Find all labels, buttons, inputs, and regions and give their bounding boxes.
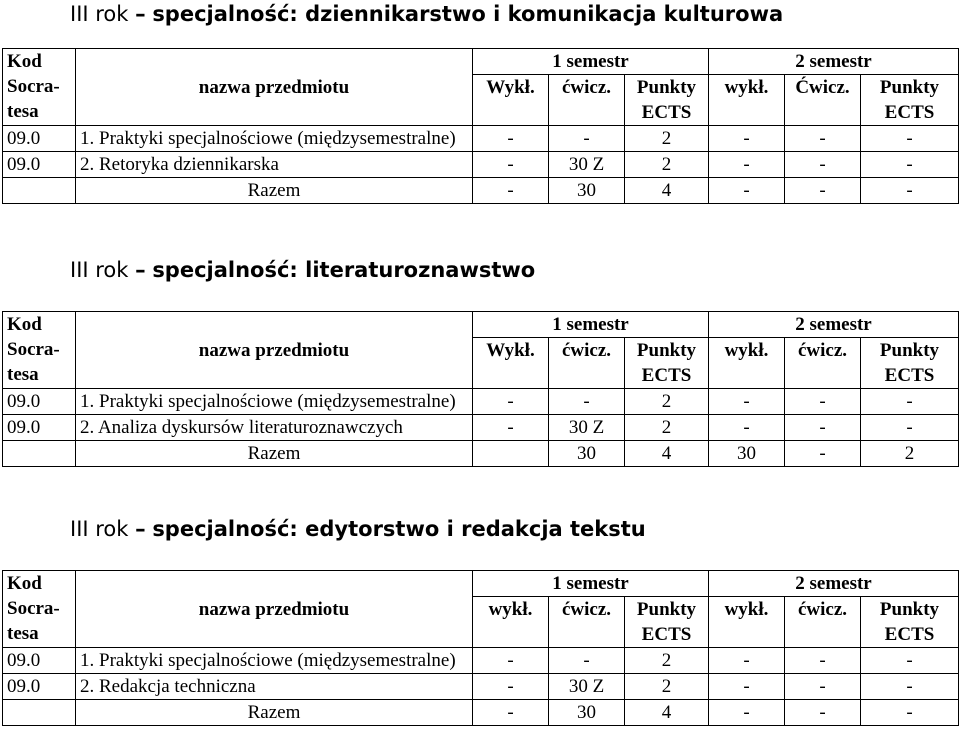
specialization-title: specjalność: dziennikarstwo i komunikacja kulturowa [152,2,784,26]
kod-cell: 09.0 [3,152,76,178]
table-row [3,415,959,441]
col-header: wykł. [709,338,785,389]
value-cell: - [473,674,549,700]
header-row [3,571,959,597]
header-row [3,49,959,75]
value-cell: 2 [625,648,709,674]
total-value: - [709,178,785,204]
col-header: Punkty ECTS [861,75,959,126]
empty-cell [3,441,76,467]
kod-cell: 09.0 [3,648,76,674]
kod-cell: 09.0 [3,674,76,700]
total-row [3,700,959,726]
value-cell: - [549,126,625,152]
value-cell: - [709,415,785,441]
col-header: Punkty ECTS [861,338,959,389]
col-header: ćwicz. [785,597,861,648]
semester2-header: 2 semestr [709,312,959,338]
total-value: 30 [709,441,785,467]
value-cell: - [709,674,785,700]
col-header: Punkty ECTS [625,338,709,389]
nazwa-header: nazwa przedmiotu [76,312,473,389]
total-label: Razem [76,178,473,204]
kod-cell: 09.0 [3,415,76,441]
year-label: III rok [70,258,129,282]
col-header: Punkty ECTS [625,597,709,648]
total-value: 30 [549,178,625,204]
col-header: ćwicz. [549,597,625,648]
empty-cell [3,178,76,204]
semester1-header: 1 semestr [473,312,709,338]
col-header: wykł. [473,597,549,648]
total-label: Razem [76,441,473,467]
value-cell: - [785,415,861,441]
value-cell: - [709,152,785,178]
subject-cell: 2. Analiza dyskursów literaturoznawczych [76,415,473,441]
table-row [3,674,959,700]
value-cell: - [861,389,959,415]
value-cell: - [709,389,785,415]
value-cell: - [709,126,785,152]
total-value: 4 [625,178,709,204]
value-cell: - [861,126,959,152]
value-cell: 30 Z [549,415,625,441]
semester1-header: 1 semestr [473,49,709,75]
curriculum-table [2,311,959,467]
total-value: - [861,178,959,204]
kod-cell: 09.0 [3,389,76,415]
col-header: Wykł. [473,338,549,389]
value-cell: - [861,415,959,441]
value-cell: - [785,648,861,674]
col-header: Punkty ECTS [861,597,959,648]
heading-dash: – [135,258,146,282]
nazwa-header: nazwa przedmiotu [76,49,473,126]
value-cell: - [473,389,549,415]
col-header: Ćwicz. [785,75,861,126]
subject-cell: 1. Praktyki specjalnościowe (międzysemestralne) [76,389,473,415]
kod-header: Kod Socra-tesa [3,571,76,648]
value-cell: 2 [625,152,709,178]
table-row [3,389,959,415]
col-header: ćwicz. [785,338,861,389]
total-value: 4 [625,441,709,467]
value-cell: - [709,648,785,674]
value-cell: - [473,415,549,441]
value-cell: - [549,648,625,674]
total-label: Razem [76,700,473,726]
specialization-title: specjalność: edytorstwo i redakcja tekstu [152,517,646,541]
year-label: III rok [70,517,129,541]
total-value: - [709,700,785,726]
total-value: - [785,178,861,204]
total-value: - [785,700,861,726]
subject-cell: 2. Redakcja techniczna [76,674,473,700]
semester1-header: 1 semestr [473,571,709,597]
subject-cell: 1. Praktyki specjalnościowe (międzysemestralne) [76,126,473,152]
value-cell: - [473,126,549,152]
col-header: wykł. [709,597,785,648]
col-header: ćwicz. [549,338,625,389]
subject-cell: 2. Retoryka dziennikarska [76,152,473,178]
value-cell: - [785,126,861,152]
value-cell: - [473,152,549,178]
value-cell: 2 [625,389,709,415]
section-heading [70,517,646,541]
value-cell: 2 [625,415,709,441]
total-value: - [473,178,549,204]
value-cell: 30 Z [549,152,625,178]
total-value: 2 [861,441,959,467]
value-cell: - [861,152,959,178]
table-row [3,648,959,674]
total-row [3,178,959,204]
section-heading [70,2,783,26]
table-row [3,152,959,178]
nazwa-header: nazwa przedmiotu [76,571,473,648]
total-value: 30 [549,700,625,726]
value-cell: 2 [625,674,709,700]
section-heading [70,258,535,282]
value-cell: - [785,674,861,700]
col-header: Punkty ECTS [625,75,709,126]
value-cell: 2 [625,126,709,152]
heading-dash: – [135,517,146,541]
semester2-header: 2 semestr [709,571,959,597]
semester2-header: 2 semestr [709,49,959,75]
kod-header: Kod Socra-tesa [3,49,76,126]
value-cell: - [785,389,861,415]
specialization-title: specjalność: literaturoznawstwo [152,258,536,282]
value-cell: - [861,648,959,674]
col-header: ćwicz. [549,75,625,126]
subject-cell: 1. Praktyki specjalnościowe (międzysemestralne) [76,648,473,674]
heading-dash: – [135,2,146,26]
col-header: Wykł. [473,75,549,126]
total-value: - [785,441,861,467]
col-header: wykł. [709,75,785,126]
kod-cell: 09.0 [3,126,76,152]
curriculum-table [2,570,959,726]
value-cell: - [549,389,625,415]
total-value: - [861,700,959,726]
curriculum-table [2,48,959,204]
total-value: - [473,700,549,726]
total-value: 30 [549,441,625,467]
year-label: III rok [70,2,129,26]
value-cell: - [861,674,959,700]
value-cell: - [785,152,861,178]
empty-cell [473,441,549,467]
header-row [3,312,959,338]
table-row [3,126,959,152]
empty-cell [3,700,76,726]
total-value: 4 [625,700,709,726]
total-row [3,441,959,467]
kod-header: Kod Socra-tesa [3,312,76,389]
value-cell: - [473,648,549,674]
value-cell: 30 Z [549,674,625,700]
